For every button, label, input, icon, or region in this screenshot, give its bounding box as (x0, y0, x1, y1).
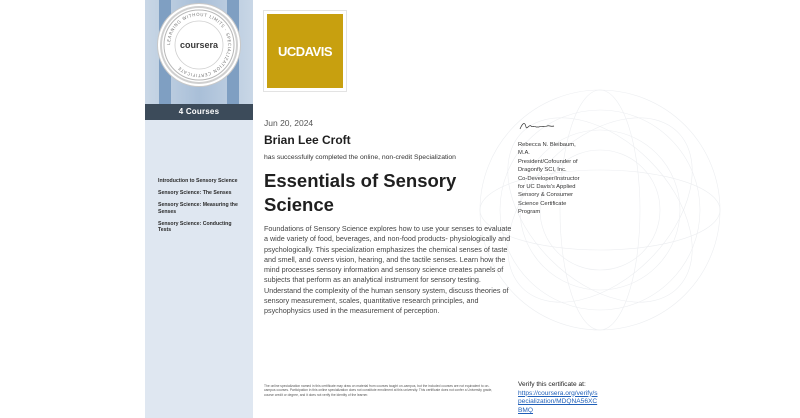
seal-icon (162, 8, 236, 82)
disclaimer: The online specialization named in this certificate may draw on material from courses taught on-campus, but the included courses are not equivalent to on-campus courses. Participation in this online specialization does not constitute enrollment at this university. This certificate does not confer a University grade, course credit or degree, and it does not verify the identity of the learner. (264, 384, 493, 397)
courses-count: 4 Courses (145, 104, 253, 120)
course-list (158, 178, 244, 239)
course-item: Introduction to Sensory Science (158, 178, 238, 184)
signer-line: Co-Developer/Instructor (518, 175, 580, 182)
coursera-seal (162, 8, 236, 82)
seal-ring-text: LEARNING WITHOUT LIMITS · SPECIALIZATION CERTIFICATE (166, 12, 232, 78)
signature-block (518, 118, 596, 217)
signer-line: Rebecca N. Bleibaum, (518, 142, 576, 148)
specialization-title: Essentials of Sensory Science (264, 170, 457, 215)
recipient-name: Brian Lee Croft (264, 133, 351, 147)
signer-details (518, 141, 596, 217)
verify-label: Verify this certificate at: (518, 381, 586, 388)
sidebar (145, 0, 253, 418)
signer-line: President/Cofounder of (518, 158, 578, 165)
specialization-description: Foundations of Sensory Science explores how to use your senses to evaluate a wide variety of food, beverages, and non-food products- physiologically and psychologically. This specialization emphasizes the chemical senses of taste and smell, and covers vision, hearing, and the tactile senses. Learn how the mind processes sensory information and sensory science creates panels of subjects that perform as an analytical instrument for sensory testing. Understand the complexity of the human sensory system, discuss theories of sensory measurement, scales, quantitative research principles, and psychophysics used in the measurement of perception. (264, 224, 512, 316)
signer-line: Science Certificate (518, 200, 567, 207)
signature-icon (518, 121, 558, 131)
uc-davis-logo (264, 11, 346, 91)
signer-line: Sensory & Consumer (518, 192, 574, 199)
signer-line: Dragonfly SCI, Inc. (518, 167, 567, 174)
completion-statement: has successfully completed the online, non-credit Specialization (264, 154, 456, 161)
signer-line: Program (518, 209, 541, 216)
signer-line: for UC Davis's Applied (518, 184, 576, 191)
course-item: Sensory Science: Conducting Tests (158, 220, 232, 234)
verify-link[interactable]: https://coursera.org/verify/specialization/MDQNA56XCBMQ (518, 389, 598, 414)
course-item: Sensory Science: Measuring the Senses (158, 202, 238, 215)
signer-line: M.A. (518, 150, 530, 157)
certificate-date: Jun 20, 2024 (264, 118, 314, 128)
verify-block (518, 381, 600, 415)
course-item: Sensory Science: The Senses (158, 190, 232, 197)
seal-text: coursera (179, 40, 219, 50)
logo-text: UCDAVIS (267, 14, 343, 88)
